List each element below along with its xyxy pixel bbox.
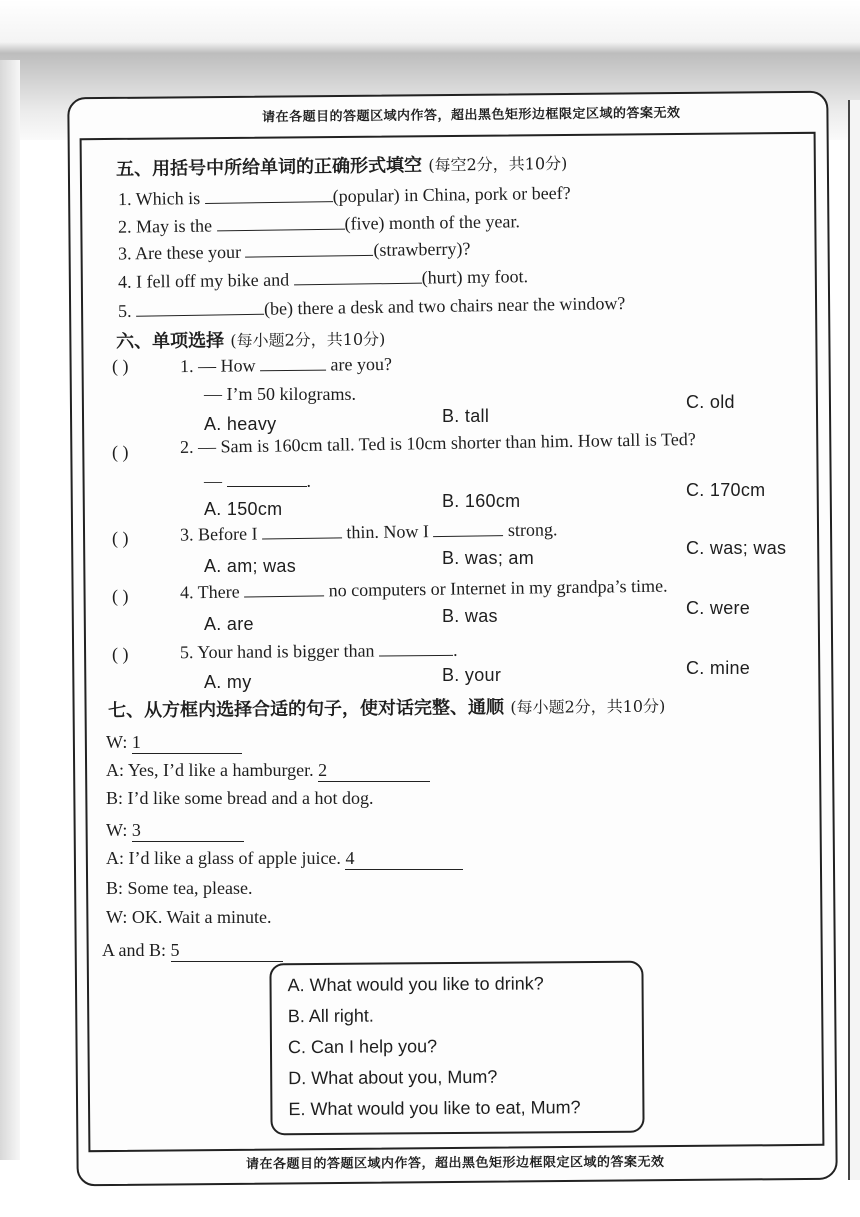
q3-option-c: C. was; was bbox=[686, 538, 787, 558]
dialogue-blank[interactable]: 4 bbox=[345, 848, 463, 870]
answer-blank[interactable] bbox=[245, 239, 373, 258]
answer-blank[interactable] bbox=[216, 213, 344, 232]
answer-blank bbox=[379, 639, 453, 657]
dialogue-blank[interactable]: 2 bbox=[318, 760, 430, 782]
section5-title: 五、用括号中所给单词的正确形式填空 bbox=[115, 154, 423, 181]
q3-option-b: B. was; am bbox=[442, 548, 535, 568]
dialogue-blank[interactable]: 1 bbox=[132, 732, 242, 754]
dialogue-line-4: W: 3 bbox=[106, 820, 244, 842]
section7-note: (每小题2分，共10分) bbox=[510, 696, 666, 717]
answer-blank[interactable] bbox=[293, 267, 421, 286]
adjacent-page-edge bbox=[848, 100, 860, 1180]
section6-title: 六、单项选择 bbox=[115, 330, 225, 353]
dialogue-line-3: B: I’d like some bread and a hot dog. bbox=[106, 788, 374, 808]
choice-e: E. What would you like to eat, Mum? bbox=[288, 1097, 581, 1120]
answer-paren[interactable]: ( ) bbox=[112, 644, 129, 664]
q4-option-a: A. are bbox=[204, 614, 254, 634]
q2-option-b: B. 160cm bbox=[442, 491, 521, 511]
dialogue-blank[interactable]: 3 bbox=[132, 820, 244, 842]
dialogue-line-6: B: Some tea, please. bbox=[106, 878, 253, 898]
dialogue-line-1: W: 1 bbox=[106, 732, 242, 754]
section6-heading bbox=[116, 325, 386, 354]
answer-blank[interactable] bbox=[136, 298, 264, 317]
answer-blank[interactable] bbox=[205, 185, 333, 204]
answer-paren[interactable]: ( ) bbox=[112, 442, 129, 462]
dialogue-blank[interactable]: 5 bbox=[171, 940, 283, 962]
dialogue-line-5: A: I’d like a glass of apple juice. 4 bbox=[106, 848, 463, 870]
s5-item-2: 2. May is the (five) month of the year. bbox=[117, 211, 521, 237]
q4-option-b: B. was bbox=[442, 606, 498, 626]
q4-option-c: C. were bbox=[686, 598, 751, 618]
s5-item-1: 1. Which is (popular) in China, pork or beef? bbox=[117, 182, 571, 210]
dialogue-line-2: A: Yes, I’d like a hamburger. 2 bbox=[106, 760, 430, 782]
q4-stem: 4. There no computers or Internet in my grandpa’s time. bbox=[179, 575, 668, 603]
answer-blank bbox=[433, 519, 503, 537]
q2-option-a: A. 150cm bbox=[204, 499, 283, 519]
answer-blank bbox=[262, 521, 342, 539]
s5-item-3: 3. Are these your (strawberry)? bbox=[117, 238, 471, 264]
notice-bottom: 请在各题目的答题区域内作答，超出黑色矩形边框限定区域的答案无效 bbox=[245, 1154, 665, 1173]
answer-blank bbox=[227, 470, 307, 487]
answer-paren[interactable]: ( ) bbox=[112, 528, 129, 548]
s5-item-5: 5. (be) there a desk and two chairs near the window? bbox=[117, 293, 626, 321]
q2-line2: — . bbox=[204, 471, 311, 491]
choice-d: D. What about you, Mum? bbox=[288, 1066, 498, 1089]
q1-stem: 1. — How are you? bbox=[179, 353, 393, 377]
dialogue-line-8: A and B: 5 bbox=[102, 940, 283, 962]
q5-stem: 5. Your hand is bigger than . bbox=[179, 639, 458, 663]
answer-paren[interactable]: ( ) bbox=[112, 356, 129, 376]
q2-option-c: C. 170cm bbox=[686, 480, 766, 500]
q1-line2: — I’m 50 kilograms. bbox=[204, 384, 356, 404]
photo-shadow-left bbox=[0, 60, 20, 1160]
q2-stem: 2. — Sam is 160cm tall. Ted is 10cm shorter than him. How tall is Ted? bbox=[179, 428, 696, 458]
dialogue-line-7: W: OK. Wait a minute. bbox=[106, 907, 272, 927]
choices-box bbox=[269, 961, 644, 1136]
q3-option-a: A. am; was bbox=[204, 556, 297, 576]
section7-title: 七、从方框内选择合适的句子，使对话完整、通顺 bbox=[107, 696, 505, 722]
s5-item-4: 4. I fell off my bike and (hurt) my foot. bbox=[117, 266, 529, 292]
answer-paren[interactable]: ( ) bbox=[112, 586, 129, 606]
q5-option-b: B. your bbox=[442, 665, 502, 685]
q1-option-c: C. old bbox=[686, 392, 735, 412]
q3-stem: 3. Before I thin. Now I strong. bbox=[179, 519, 558, 545]
choice-a: A. What would you like to drink? bbox=[287, 973, 544, 996]
choice-c: C. Can I help you? bbox=[287, 1036, 438, 1058]
notice-top: 请在各题目的答题区域内作答，超出黑色矩形边框限定区域的答案无效 bbox=[261, 105, 681, 126]
q1-option-b: B. tall bbox=[442, 406, 490, 426]
choice-b: B. All right. bbox=[287, 1005, 374, 1027]
answer-blank bbox=[260, 354, 326, 372]
q1-option-a: A. heavy bbox=[204, 414, 277, 434]
section7-heading bbox=[108, 692, 666, 723]
section5-note: (每空2分，共10分) bbox=[428, 153, 568, 175]
q5-option-a: A. my bbox=[204, 672, 252, 692]
answer-blank bbox=[244, 579, 324, 597]
section6-note: (每小题2分，共10分) bbox=[230, 329, 386, 351]
q5-option-c: C. mine bbox=[686, 658, 751, 678]
